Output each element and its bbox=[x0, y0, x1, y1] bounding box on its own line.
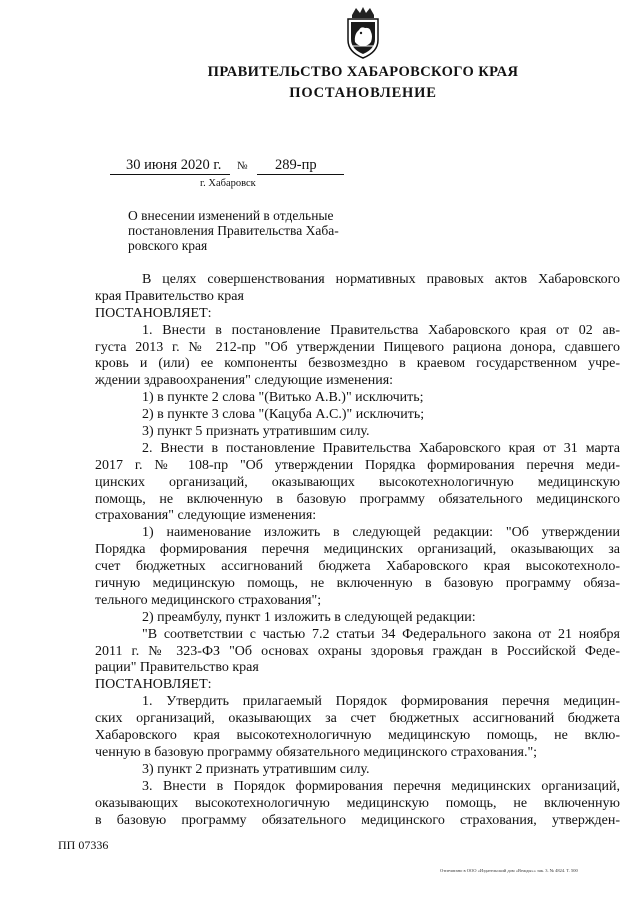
body-line: 1. Утвердить прилагаемый Порядок формирования перечня медицин- bbox=[142, 694, 620, 710]
number-sign: № bbox=[237, 160, 248, 172]
body-line: 3. Внести в Порядок формирования перечня медицинских организаций, bbox=[142, 778, 620, 794]
footer-printer-note: Отпечатано в ООО «Издательский дом «Вежды»» зак. 3. № 4824. Т. 500 bbox=[440, 868, 578, 873]
document-body bbox=[95, 272, 620, 829]
body-line: Порядка формирования перечня медицинских организаций, оказывающих за bbox=[95, 542, 620, 558]
document-number: 289-пр bbox=[275, 157, 317, 173]
body-line: ских организаций, оказывающих за счет бюджетных ассигнований бюджета bbox=[95, 711, 620, 727]
body-line: "В соответствии с частью 7.2 статьи 34 Федерального закона от 21 ноября bbox=[142, 626, 620, 642]
date-underline bbox=[110, 174, 230, 175]
body-line: 1) в пункте 2 слова "(Витько А.В.)" исключить; bbox=[142, 390, 424, 406]
body-line: 3) пункт 5 признать утратившим силу. bbox=[142, 424, 370, 440]
body-line: 1) наименование изложить в следующей редакции: "Об утверждении bbox=[142, 525, 620, 541]
document-type: ПОСТАНОВЛЕНИЕ bbox=[289, 85, 437, 101]
body-line: 2. Внести в постановление Правительства Хабаровского края от 31 марта bbox=[142, 440, 620, 456]
body-line: ждении здравоохранения" следующие изменения: bbox=[95, 373, 394, 389]
document-city: г. Хабаровск bbox=[200, 178, 256, 189]
body-line: ПОСТАНОВЛЯЕТ: bbox=[95, 677, 212, 693]
footer-document-code: ПП 07336 bbox=[58, 838, 109, 852]
body-line: оказывающих высокотехнологичную медицинскую помощь, не включенную bbox=[95, 795, 620, 811]
body-line: гичную медицинскую помощь, не включенную в базовую программу обяза- bbox=[95, 576, 620, 592]
body-line: Хабаровского края высокотехнологичную медицинскую помощь, не вклю- bbox=[95, 728, 620, 744]
document-date: 30 июня 2020 г. bbox=[126, 157, 222, 173]
body-line: в базовую программу обязательного медицинского страхования, утвержден- bbox=[95, 812, 620, 828]
body-line: рации" Правительство края bbox=[95, 660, 259, 676]
body-line: ПОСТАНОВЛЯЕТ: bbox=[95, 305, 212, 321]
body-line: 2) преамбулу, пункт 1 изложить в следующей редакции: bbox=[142, 609, 476, 625]
body-line: страхования" следующие изменения: bbox=[95, 508, 317, 524]
title-line: О внесении изменений в отдельные bbox=[128, 208, 334, 223]
body-line: 2017 г. № 108-пр "Об утверждении Порядка формирования перечня меди- bbox=[95, 457, 620, 473]
title-line: постановления Правительства Хаба- bbox=[128, 223, 339, 238]
government-name: ПРАВИТЕЛЬСТВО ХАБАРОВСКОГО КРАЯ bbox=[207, 64, 519, 80]
number-underline bbox=[257, 174, 344, 175]
body-line: кровь и (или) ее компоненты безвозмездно в краевом государственном учре- bbox=[95, 356, 620, 372]
body-line: 2011 г. № 323-ФЗ "Об основах охраны здоровья граждан в Российской Феде- bbox=[95, 643, 620, 659]
coat-of-arms-emblem bbox=[342, 6, 384, 60]
body-line: цинских организаций, оказывающих высокотехнологичную медицинскую bbox=[95, 474, 620, 490]
body-line: густа 2013 г. № 212-пр "Об утверждении Пищевого рациона донора, сдавшего bbox=[95, 339, 620, 355]
body-line: помощь, не включенную в базовую программу обязательного медицинского bbox=[95, 491, 620, 507]
body-line: 3) пункт 2 признать утратившим силу. bbox=[142, 761, 370, 777]
body-line: счет бюджетных ассигнований бюджета Хабаровского края высокотехноло- bbox=[95, 559, 620, 575]
body-line: тельного медицинского страхования"; bbox=[95, 592, 322, 608]
body-line: 2) в пункте 3 слова "(Кацуба А.С.)" исключить; bbox=[142, 407, 425, 423]
body-line: В целях совершенствования нормативных правовых актов Хабаровского bbox=[142, 272, 620, 287]
body-line: 1. Внести в постановление Правительства Хабаровского края от 02 ав- bbox=[142, 322, 620, 338]
title-line: ровского края bbox=[128, 238, 208, 253]
body-line: края Правительство края bbox=[95, 288, 244, 304]
body-line: ченную в базовую программу обязательного медицинского страхования."; bbox=[95, 744, 538, 760]
document-title bbox=[128, 208, 368, 253]
